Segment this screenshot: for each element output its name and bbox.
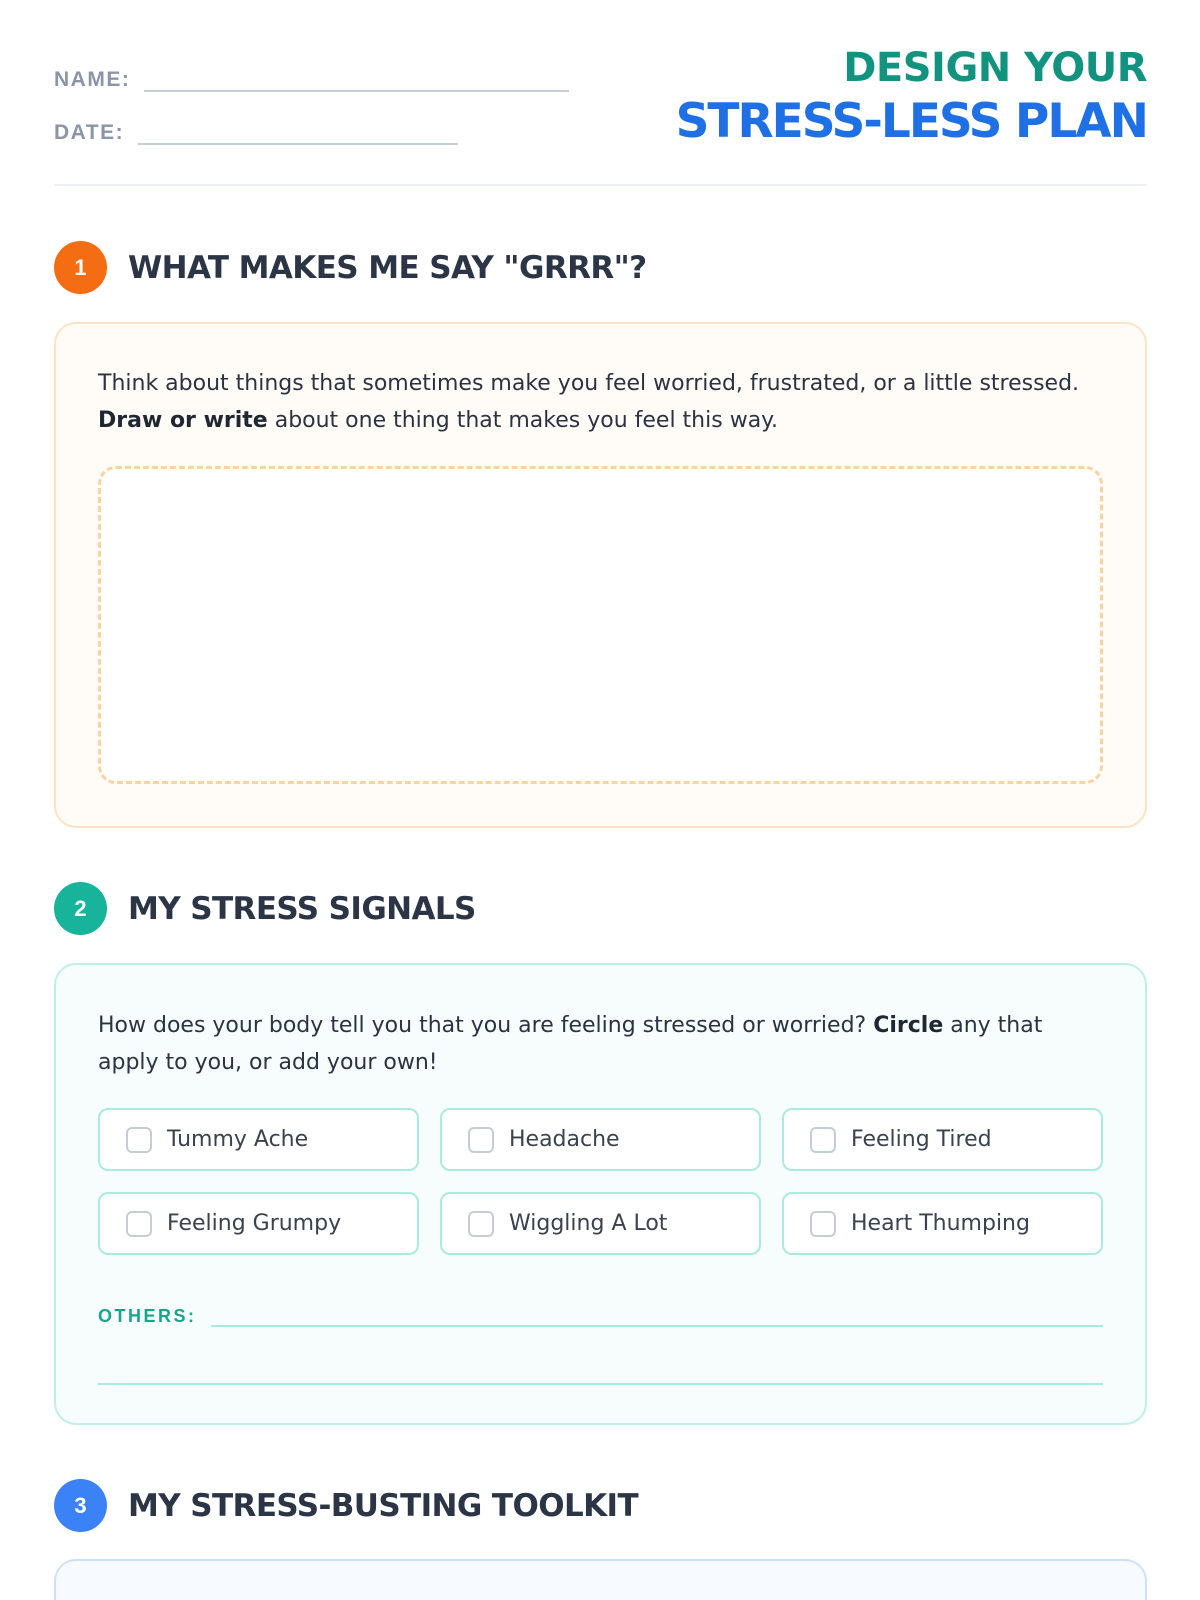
section-2-card (54, 963, 1147, 1425)
checkbox[interactable] (126, 1211, 152, 1237)
others-label: OTHERS: (98, 1306, 197, 1326)
section-2-instructions: How does your body tell you that you are feeling stressed or worried? Circle any that apply to you, or add your own! (98, 1013, 1043, 1075)
title-line-1: DESIGN YOUR (843, 45, 1147, 91)
emphasis-text: Circle (873, 1013, 944, 1038)
worksheet-header (54, 0, 1147, 186)
others-extra-line[interactable] (98, 1383, 1103, 1385)
section-number-badge: 3 (54, 1479, 107, 1532)
drawing-area[interactable] (98, 466, 1103, 784)
option-headache[interactable] (440, 1108, 761, 1171)
option-feeling-tired[interactable] (782, 1108, 1103, 1171)
option-feeling-grumpy[interactable] (98, 1192, 419, 1255)
emphasis-text: Draw or write (98, 408, 268, 433)
checkbox[interactable] (810, 1127, 836, 1153)
checkbox[interactable] (810, 1211, 836, 1237)
section-2-heading (54, 882, 476, 935)
date-field (54, 115, 458, 145)
section-number-badge: 1 (54, 241, 107, 294)
section-3-card (54, 1559, 1147, 1600)
name-line[interactable] (144, 62, 569, 92)
others-field (98, 1306, 1103, 1327)
option-wiggling-a-lot[interactable] (440, 1192, 761, 1255)
option-label: Headache (509, 1127, 620, 1152)
option-tummy-ache[interactable] (98, 1108, 419, 1171)
option-label: Heart Thumping (851, 1211, 1030, 1236)
section-title: MY STRESS-BUSTING TOOLKIT (128, 1487, 639, 1524)
section-title: WHAT MAKES ME SAY "GRRR"? (128, 249, 647, 286)
name-label: NAME: (54, 68, 131, 91)
section-1-heading (54, 241, 647, 294)
section-number-badge: 2 (54, 882, 107, 935)
worksheet-title (675, 45, 1147, 149)
section-1-instructions: Think about things that sometimes make you feel worried, frustrated, or a little stressed. Draw or write about one thing that makes you feel this way. (98, 371, 1080, 433)
date-label: DATE: (54, 121, 125, 144)
date-line[interactable] (138, 115, 458, 145)
title-line-2: STRESS-LESS PLAN (675, 94, 1147, 149)
option-label: Feeling Grumpy (167, 1211, 342, 1236)
others-line[interactable] (211, 1307, 1104, 1327)
stress-signal-options (98, 1108, 1103, 1255)
name-field (54, 62, 569, 92)
checkbox[interactable] (468, 1211, 494, 1237)
section-1-card (54, 322, 1147, 828)
checkbox[interactable] (126, 1127, 152, 1153)
option-label: Feeling Tired (851, 1127, 992, 1152)
section-title: MY STRESS SIGNALS (128, 890, 476, 927)
option-label: Tummy Ache (167, 1127, 309, 1152)
option-label: Wiggling A Lot (509, 1211, 668, 1236)
checkbox[interactable] (468, 1127, 494, 1153)
option-heart-thumping[interactable] (782, 1192, 1103, 1255)
section-3-heading (54, 1479, 638, 1532)
